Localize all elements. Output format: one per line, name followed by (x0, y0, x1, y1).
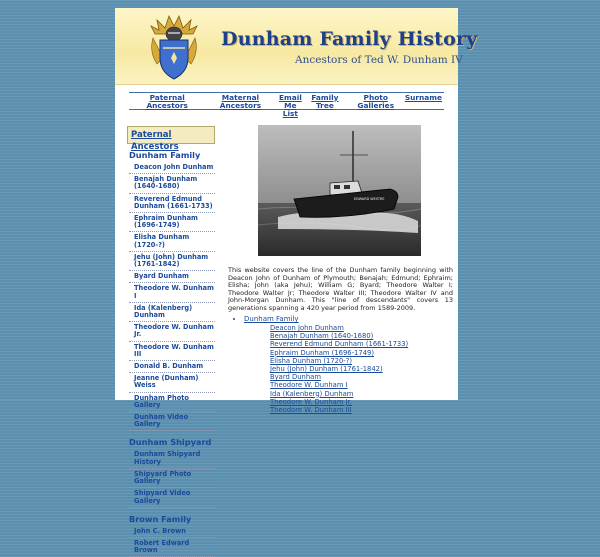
sidebar-item[interactable]: Robert Edward Brown (129, 538, 215, 557)
tree-item[interactable]: Reverend Edmund Dunham (1661-1733) (270, 340, 409, 349)
sidebar-heading-link[interactable]: Paternal Ancestors (127, 126, 215, 144)
boat-photo (258, 125, 421, 256)
tree-item[interactable]: Deacon John Dunham (270, 324, 344, 332)
sidebar-item[interactable]: Dunham Photo Gallery (129, 393, 215, 412)
sidebar-item[interactable]: Theodore W. Dunham Jr. (129, 322, 215, 341)
top-nav (129, 92, 444, 118)
tree-item[interactable]: Ida (Kalenberg) Dunham (270, 389, 354, 398)
sidebar-item[interactable]: Dunham Shipyard History (129, 449, 215, 468)
sidebar-group-title: Brown Family (129, 513, 192, 524)
site-title: Dunham Family History (221, 28, 478, 50)
page (115, 8, 478, 555)
sidebar-item[interactable]: Byard Dunham (129, 271, 215, 283)
sidebar-item[interactable]: Dunham Video Gallery (129, 412, 215, 431)
nav-surname[interactable]: Surname (404, 93, 443, 102)
tree-item[interactable]: Byard Dunham (270, 373, 321, 382)
sidebar-item[interactable]: Donald B. Dunham (129, 361, 215, 373)
intro-paragraph: This website covers the line of the Dunham family beginning with Deacon John of Dunham of Plymouth; Benajah; Edmund; Ephraim; Elisha; John (aka Jehu); William G; Byard; Theodore Walter I; Theodore Walter Jr; Theodore Walter III; Theodore Walter IV and John-Morgan Dunham. This "line of descendants" covers 13 generations spanning a 420 year period from 1589-2009. (228, 266, 453, 312)
boat-name-label: EDWARD WESTRE (354, 197, 385, 201)
sidebar-item[interactable]: Jehu (John) Dunham (1761-1842) (129, 252, 215, 271)
sidebar-item[interactable]: Reverend Edmund Dunham (1661-1733) (129, 194, 215, 213)
sidebar (127, 126, 215, 557)
tree-item[interactable]: Theodore W. Dunham Jr. (270, 397, 352, 406)
sidebar-group-title: Dunham Shipyard (129, 437, 212, 448)
sidebar-group-title: Dunham Family (129, 150, 201, 160)
site-subtitle: Ancestors of Ted W. Dunham IV (295, 54, 463, 66)
sidebar-item[interactable]: Shipyard Photo Gallery (129, 469, 215, 488)
family-tree-list (234, 315, 459, 414)
site-banner (115, 8, 478, 85)
family-crest-icon (149, 12, 199, 82)
sidebar-item[interactable]: Elisha Dunham (1720-?) (129, 232, 215, 251)
tree-item[interactable]: Theodore W. Dunham I (270, 381, 348, 390)
nav-maternal-ancestors[interactable]: Maternal Ancestors (219, 93, 262, 110)
tree-root-link[interactable]: Dunham Family (244, 315, 299, 323)
sidebar-item[interactable]: Deacon John Dunham (129, 162, 215, 174)
nav-email-me-list[interactable]: Email Me List (278, 93, 302, 118)
tree-item[interactable]: Benajah Dunham (1640-1680) (270, 332, 374, 341)
nav-photo-galleries[interactable]: Photo Galleries (357, 93, 395, 110)
sidebar-item[interactable]: Shipyard Video Gallery (129, 488, 215, 507)
sidebar-item[interactable]: Jeanne (Dunham) Weiss (129, 373, 215, 392)
tree-item[interactable]: Ephraim Dunham (1696-1749) (270, 348, 375, 357)
nav-family-tree[interactable]: Family Tree (311, 93, 339, 110)
sidebar-item[interactable]: Theodore W. Dunham III (129, 342, 215, 361)
sidebar-item[interactable]: Theodore W. Dunham I (129, 283, 215, 302)
nav-paternal-ancestors[interactable]: Paternal Ancestors (146, 93, 188, 110)
sidebar-item[interactable]: John C. Brown (129, 526, 215, 538)
sidebar-item[interactable]: Ephraim Dunham (1696-1749) (129, 213, 215, 232)
tree-item[interactable]: Elisha Dunham (1720-?) (270, 356, 353, 365)
tree-item[interactable]: Jehu (John) Dunham (1761-1842) (270, 365, 383, 374)
tree-item[interactable]: Theodore W. Dunham III (270, 406, 352, 415)
sidebar-item[interactable]: Ida (Kalenberg) Dunham (129, 303, 215, 322)
sidebar-item[interactable]: Benajah Dunham (1640-1680) (129, 174, 215, 193)
